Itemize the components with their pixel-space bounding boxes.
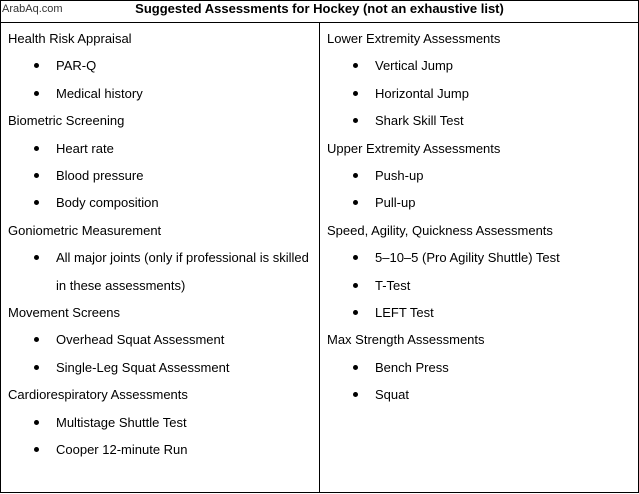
list-item bbox=[320, 80, 638, 107]
bullet-icon bbox=[353, 255, 358, 260]
section-heading: Health Risk Appraisal bbox=[8, 31, 132, 46]
list-item-label: 5–10–5 (Pro Agility Shuttle) Test bbox=[375, 250, 560, 266]
bullet-icon bbox=[353, 283, 358, 288]
list-item-label: Squat bbox=[375, 387, 409, 403]
section-heading: Speed, Agility, Quickness Assessments bbox=[327, 222, 553, 238]
section-heading: Lower Extremity Assessments bbox=[327, 31, 501, 46]
list-item-label: Overhead Squat Assessment bbox=[56, 332, 225, 348]
list-item bbox=[320, 299, 638, 326]
list-item-label: Blood pressure bbox=[56, 168, 144, 184]
list-item-label: All major joints (only if professional is skilled in these assessments) bbox=[56, 250, 309, 293]
list-item-label: T-Test bbox=[375, 277, 411, 293]
assessment-list bbox=[1, 326, 319, 381]
bullet-icon bbox=[353, 91, 358, 96]
list-item bbox=[1, 162, 319, 189]
list-item-label: Medical history bbox=[56, 85, 143, 101]
list-item bbox=[320, 354, 638, 381]
section-heading: Movement Screens bbox=[8, 305, 120, 321]
section-heading: Cardiorespiratory Assessments bbox=[8, 387, 188, 403]
assessment-list bbox=[320, 354, 638, 409]
list-item bbox=[320, 162, 638, 189]
assessment-list bbox=[1, 135, 319, 217]
watermark: ArabAq.com bbox=[2, 3, 63, 15]
list-item bbox=[1, 326, 319, 353]
list-item bbox=[320, 52, 638, 79]
bullet-icon bbox=[353, 118, 358, 123]
list-item-label: Shark Skill Test bbox=[375, 113, 464, 129]
list-item bbox=[320, 244, 638, 271]
bullet-icon bbox=[34, 255, 39, 260]
bullet-icon bbox=[34, 365, 39, 370]
section-heading: Max Strength Assessments bbox=[327, 332, 485, 348]
list-item-label: Pull-up bbox=[375, 195, 416, 211]
list-item-label: Heart rate bbox=[56, 140, 114, 156]
section-heading: Biometric Screening bbox=[8, 113, 125, 129]
list-item bbox=[320, 381, 638, 408]
assessment-list bbox=[320, 162, 638, 217]
list-item bbox=[320, 272, 638, 299]
list-item-label: PAR-Q bbox=[56, 58, 97, 74]
bullet-icon bbox=[34, 337, 39, 342]
list-item bbox=[1, 436, 319, 463]
bullet-icon bbox=[353, 392, 358, 397]
list-item-label: LEFT Test bbox=[375, 305, 434, 321]
table-title: Suggested Assessments for Hockey (not an exhaustive list) bbox=[1, 1, 639, 23]
assessment-list bbox=[1, 409, 319, 464]
assessment-list bbox=[320, 52, 638, 134]
list-item-label: Horizontal Jump bbox=[375, 85, 469, 101]
assessment-list bbox=[1, 52, 319, 107]
bullet-icon bbox=[34, 63, 39, 68]
bullet-icon bbox=[34, 420, 39, 425]
list-item-label: Vertical Jump bbox=[375, 58, 454, 74]
bullet-icon bbox=[34, 146, 39, 151]
list-item-label: Push-up bbox=[375, 168, 424, 184]
list-item bbox=[1, 244, 319, 299]
list-item-label: Bench Press bbox=[375, 359, 449, 375]
list-item bbox=[1, 189, 319, 216]
list-item bbox=[1, 409, 319, 436]
list-item-label: Single-Leg Squat Assessment bbox=[56, 359, 230, 375]
right-column bbox=[320, 23, 639, 493]
list-item-label: Multistage Shuttle Test bbox=[56, 414, 187, 430]
bullet-icon bbox=[353, 365, 358, 370]
list-item-label: Body composition bbox=[56, 195, 159, 211]
list-item bbox=[1, 52, 319, 79]
section-heading: Upper Extremity Assessments bbox=[327, 140, 501, 156]
list-item bbox=[1, 80, 319, 107]
assessment-list bbox=[320, 244, 638, 326]
bullet-icon bbox=[353, 200, 358, 205]
bullet-icon bbox=[353, 310, 358, 315]
list-item bbox=[320, 189, 638, 216]
bullet-icon bbox=[34, 447, 39, 452]
left-column bbox=[1, 23, 320, 493]
bullet-icon bbox=[34, 91, 39, 96]
bullet-icon bbox=[353, 173, 358, 178]
bullet-icon bbox=[34, 173, 39, 178]
bullet-icon bbox=[353, 63, 358, 68]
list-item bbox=[1, 354, 319, 381]
section-heading: Goniometric Measurement bbox=[8, 222, 162, 238]
list-item-label: Cooper 12-minute Run bbox=[56, 442, 188, 458]
bullet-icon bbox=[34, 200, 39, 205]
list-item bbox=[1, 135, 319, 162]
list-item bbox=[320, 107, 638, 134]
assessment-list bbox=[1, 244, 319, 299]
